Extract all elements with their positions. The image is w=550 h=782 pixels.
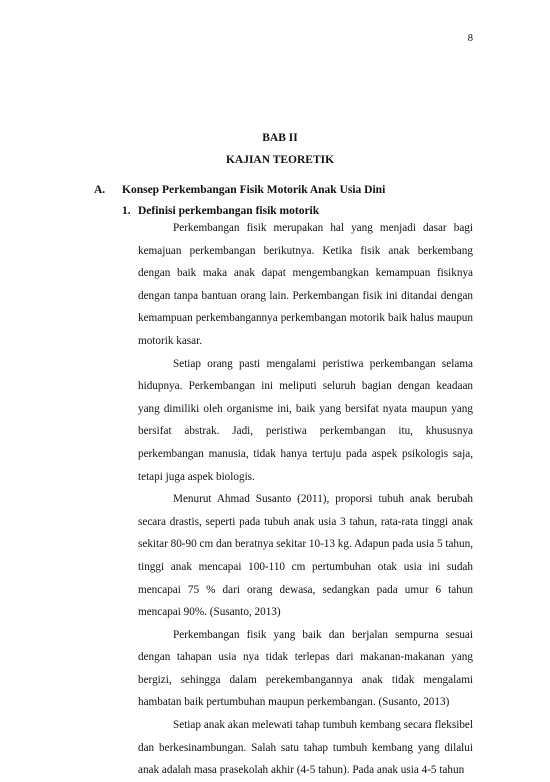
chapter-title: KAJIAN TEORETIK — [225, 154, 335, 166]
subsection-heading — [122, 204, 319, 218]
paragraph: Perkembangan fisik merupakan hal yang menjadi dasar bagi kemajuan perkembangan berikutnya. Ketika fisik anak berkembang dengan baik maka anak dapat mengembangkan kemampuan fisiknya dengan tanpa bantuan orang lain. Perkembangan fisik ini ditandai dengan kemampuan perkembangannya perkembangan motorik baik halus maupun motorik kasar. — [138, 222, 473, 347]
paragraph: Setiap anak akan melewati tahap tumbuh kembang secara fleksibel dan berkesinambungan. Salah satu tahap tumbuh kembang yang dilalui anak adalah masa prasekolah akhir (4-5 tahun). Pada anak usia 4-5 tahun — [138, 719, 473, 777]
section-heading — [94, 183, 385, 197]
page-number: 8 — [467, 33, 473, 44]
paragraph: Perkembangan fisik yang baik dan berjalan sempurna sesuai dengan tahapan usia nya tidak terlepas dari makanan-makanan yang bergizi, sehingga dalam perekembangannya anak tidak mengalami hambatan baik pertumbuhan maupun perkembangan. (Susanto, 2013) — [138, 628, 473, 709]
section-title: Konsep Perkembangan Fisik Motorik Anak Usia Dini — [122, 184, 386, 196]
subsection-title: Definisi perkembangan fisik motorik — [138, 205, 320, 217]
paragraph: Setiap orang pasti mengalami peristiwa perkembangan selama hidupnya. Perkembangan ini meliputi seluruh bagian dengan keadaan yang dimiliki oleh organisme ini, baik yang bersifat nyata maupun yang bersifat abstrak. Jadi, peristiwa perkembangan itu, khususnya perkembangan manusia, tidak hanya tertuju pada aspek psikologis saja, tetapi juga aspek biologis. — [138, 357, 473, 483]
paragraph: Menurut Ahmad Susanto (2011), proporsi tubuh anak berubah secara drastis, seperti pada tubuh anak usia 3 tahun, rata-rata tinggi anak sekitar 80-90 cm dan beratnya sekitar 10-13 kg. Adapun pada usia 5 tahun, tinggi anak mencapai 100-110 cm pertumbuhan otak usia ini sudah mencapai 75 % dari orang dewasa, sedangkan pada umur 6 tahun mencapai 90%. (Susanto, 2013) — [138, 493, 473, 619]
subsection-marker: 1. — [122, 205, 131, 217]
chapter-heading: BAB II — [262, 132, 298, 144]
section-marker: A. — [94, 184, 106, 196]
body-text — [138, 217, 473, 782]
